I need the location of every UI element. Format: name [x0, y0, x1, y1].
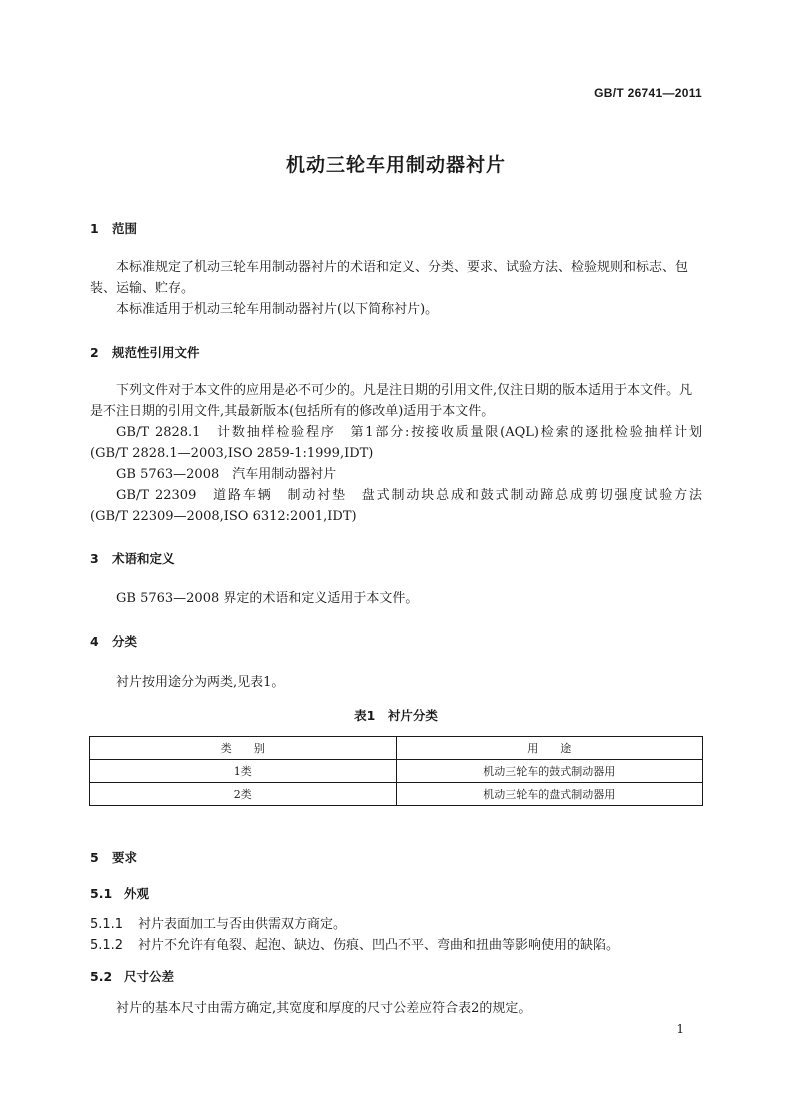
- reference-gbt-2828-line-1: GB/T 2828.1 计数抽样检验程序 第1部分:按接收质量限(AQL)检索的逐批检验抽样计划: [116, 425, 702, 440]
- clause-5-1-2-text: 衬片不允许有龟裂、起泡、缺边、伤痕、凹凸不平、弯曲和扭曲等影响使用的缺陷。: [138, 938, 620, 953]
- section-5-1-title: 外观: [124, 886, 150, 901]
- clause-5-1-1: [90, 914, 346, 935]
- page-number: 1: [676, 1022, 684, 1036]
- section-3-paragraph-1: GB 5763—2008 界定的术语和定义适用于本文件。: [116, 591, 419, 606]
- table-cell-usage: 机动三轮车的鼓式制动器用: [396, 760, 703, 783]
- section-5-2-heading: [90, 967, 174, 985]
- section-3-heading: [90, 549, 175, 567]
- section-5-number: 5: [90, 850, 99, 865]
- section-4-heading: [90, 632, 137, 650]
- section-5-2-paragraph-1: 衬片的基本尺寸由需方确定,其宽度和厚度的尺寸公差应符合表2的规定。: [116, 1001, 532, 1016]
- section-5-1-number: 5.1: [90, 886, 113, 901]
- clause-5-1-2: [90, 935, 619, 956]
- reference-gbt-22309-line-1: GB/T 22309 道路车辆 制动衬垫 盘式制动块总成和鼓式制动蹄总成剪切强度试验方法: [116, 488, 702, 503]
- section-1-paragraph-2: 本标准适用于机动三轮车用制动器衬片(以下简称衬片)。: [116, 302, 439, 317]
- reference-gbt-2828-line-2: (GB/T 2828.1—2003,ISO 2859-1:1999,IDT): [90, 446, 374, 461]
- section-1-number: 1: [90, 221, 99, 236]
- section-2-paragraph-1: 下列文件对于本文件的应用是必不可少的。凡是注日期的引用文件,仅注日期的版本适用于本文件。凡是不注日期的引用文件,其最新版本(包括所有的修改单)适用于本文件。: [90, 383, 693, 419]
- section-4-title: 分类: [112, 634, 138, 649]
- table-row: [90, 760, 703, 783]
- section-5-title: 要求: [112, 850, 138, 865]
- clause-5-1-1-number: 5.1.1: [90, 917, 124, 932]
- section-5-heading: [90, 848, 137, 866]
- table-header-category: 类 别: [90, 737, 397, 760]
- section-4-paragraph-1: 衬片按用途分为两类,见表1。: [116, 675, 285, 690]
- section-4-number: 4: [90, 634, 99, 649]
- reference-gbt-22309-line-2: (GB/T 22309—2008,ISO 6312:2001,IDT): [90, 509, 357, 524]
- section-2-heading: [90, 343, 200, 361]
- table-header-row: [90, 737, 703, 760]
- section-2-number: 2: [90, 345, 99, 360]
- table-1: [89, 736, 703, 806]
- section-1-title: 范围: [112, 221, 138, 236]
- section-3-number: 3: [90, 551, 99, 566]
- section-5-2-number: 5.2: [90, 969, 113, 984]
- section-3-title: 术语和定义: [112, 551, 175, 566]
- clause-5-1-2-number: 5.1.2: [90, 938, 124, 953]
- reference-gb-5763: GB 5763—2008 汽车用制动器衬片: [116, 467, 337, 482]
- section-1-heading: [90, 219, 137, 237]
- clause-5-1-1-text: 衬片表面加工与否由供需双方商定。: [138, 917, 347, 932]
- section-1-paragraph-1: 本标准规定了机动三轮车用制动器衬片的术语和定义、分类、要求、试验方法、检验规则和标志、包装、运输、贮存。: [90, 260, 689, 296]
- standard-code-header: GB/T 26741—2011: [594, 86, 702, 100]
- table-cell-usage: 机动三轮车的盘式制动器用: [396, 783, 703, 806]
- table-cell-category: 2类: [90, 783, 397, 806]
- table-header-usage: 用 途: [396, 737, 703, 760]
- section-2-title: 规范性引用文件: [112, 345, 200, 360]
- section-5-1-heading: [90, 884, 149, 902]
- document-title: 机动三轮车用制动器衬片: [285, 154, 506, 176]
- table-cell-category: 1类: [90, 760, 397, 783]
- table-1-caption: 表1 衬片分类: [354, 708, 438, 723]
- section-5-2-title: 尺寸公差: [124, 969, 175, 984]
- table-row: [90, 783, 703, 806]
